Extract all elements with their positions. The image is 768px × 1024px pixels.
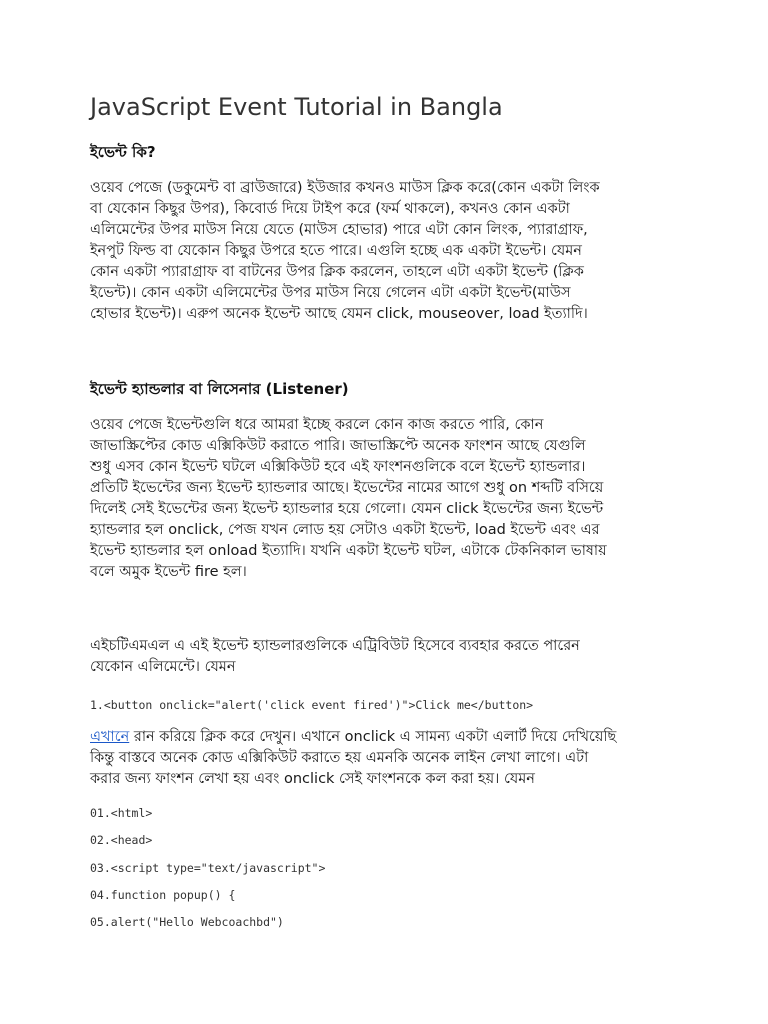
- paragraph-event-definition: [90, 178, 690, 325]
- text-fragment: রান করিয়ে ক্লিক করে দেখুন। এখানে onclick এ সামন্য একটা এলার্ট দিয়ে দেখিয়েছি: [129, 729, 617, 745]
- text-line: প্রতিটি ইভেন্টের জন্য ইভেন্ট হ্যান্ডলার আছে। ইভেন্টের নামের আগে শুধু on শব্দটি বসিয়ে: [90, 480, 604, 496]
- code-line: 03.<script type="text/javascript">: [90, 861, 326, 875]
- code-example-button: 1.<button onclick="alert('click event fired')">Click me</button>: [90, 698, 534, 712]
- text-line: হ্যান্ডলার হল onclick, পেজ যখন লোড হয় সেটাও একটা ইভেন্ট, load ইভেন্ট এবং এর: [90, 522, 600, 538]
- text-line: বলে অমুক ইভেন্ট fire হল।: [90, 564, 247, 580]
- text-line: [90, 727, 690, 748]
- text-line: হোভার ইভেন্ট)। এরুপ অনেক ইভেন্ট আছে যেমন click, mouseover, load ইত্যাদি।: [90, 306, 588, 322]
- text-line: কোন একটা প্যারাগ্রাফ বা বাটনের উপর ক্লিক করলেন, তাহলে এটা একটা ইভেন্ট (ক্লিক: [90, 264, 584, 280]
- text-line: করার জন্য ফাংশন লেখা হয় এবং onclick সেই ফাংশনকে কল করা হয়। যেমন: [90, 771, 535, 787]
- section-heading-event: ইভেন্ট কি?: [90, 143, 156, 161]
- text-line: ইভেন্ট)। কোন একটা এলিমেন্টের উপর মাউস নিয়ে গেলেন এটা একটা ইভেন্ট(মাউস: [90, 285, 571, 301]
- section-heading-event-handler: ইভেন্ট হ্যান্ডলার বা লিসেনার (Listener): [90, 380, 349, 398]
- text-line: ওয়েব পেজে ইভেন্টগুলি ধরে আমরা ইচ্ছে করলে কোন কাজ করতে পারি, কোন: [90, 417, 544, 433]
- text-line: দিলেই সেই ইভেন্টের জন্য ইভেন্ট হ্যান্ডলার হয়ে গেলো। যেমন click ইভেন্টের জন্য ইভেন্ট: [90, 501, 604, 517]
- text-line: ওয়েব পেজে (ডকুমেন্ট বা ব্রাউজারে) ইউজার কখনও মাউস ক্লিক করে(কোন একটা লিংক: [90, 180, 600, 196]
- paragraph-html-attribute: [90, 636, 690, 678]
- text-line: এইচটিএমএল এ এই ইভেন্ট হ্যান্ডলারগুলিকে এট্রিবিউট হিসেবে ব্যবহার করতে পারেন: [90, 638, 580, 654]
- code-line: 05.alert("Hello Webcoachbd"): [90, 915, 284, 929]
- text-line: কিন্তু বাস্তবে অনেক কোড এক্সিকিউট করাতে হয় এমনকি অনেক লাইন লেখা লাগে। এটা: [90, 750, 589, 766]
- text-line: জাভাস্ক্রিপ্টের কোড এক্সিকিউট করাতে পারি। জাভাস্ক্রিপ্টে অনেক ফাংশন আছে যেগুলি: [90, 438, 586, 454]
- code-line: 04.function popup() {: [90, 888, 236, 902]
- text-line: ইনপুট ফিল্ড বা যেকোন কিছুর উপরে হতে পারে। এগুলি হচ্ছে এক একটা ইভেন্ট। যেমন: [90, 243, 582, 259]
- page-title: JavaScript Event Tutorial in Bangla: [90, 93, 503, 121]
- text-line: এলিমেন্টের উপর মাউস নিয়ে যেতে (মাউস হোভার) পারে এটা কোন লিংক, প্যারাগ্রাফ,: [90, 222, 588, 238]
- code-line: 01.<html>: [90, 806, 153, 820]
- text-line: যেকোন এলিমেন্টে। যেমন: [90, 659, 236, 675]
- paragraph-function-call: [90, 727, 690, 790]
- text-line: শুধু এসব কোন ইভেন্ট ঘটলে এক্সিকিউট হবে এই ফাংশনগুলিকে বলে ইভেন্ট হ্যান্ডলার।: [90, 459, 586, 475]
- paragraph-event-handler: [90, 415, 690, 583]
- text-line: বা যেকোন কিছুর উপর), কিবোর্ড দিয়ে টাইপ করে (ফর্ম থাকলে), কখনও কোন একটা: [90, 201, 570, 217]
- text-line: ইভেন্ট হ্যান্ডলার হল onload ইত্যাদি। যখনি একটা ইভেন্ট ঘটল, এটাকে টেকনিকাল ভাষায়: [90, 543, 607, 559]
- here-link[interactable]: এখানে: [90, 729, 130, 745]
- code-line: 02.<head>: [90, 833, 153, 847]
